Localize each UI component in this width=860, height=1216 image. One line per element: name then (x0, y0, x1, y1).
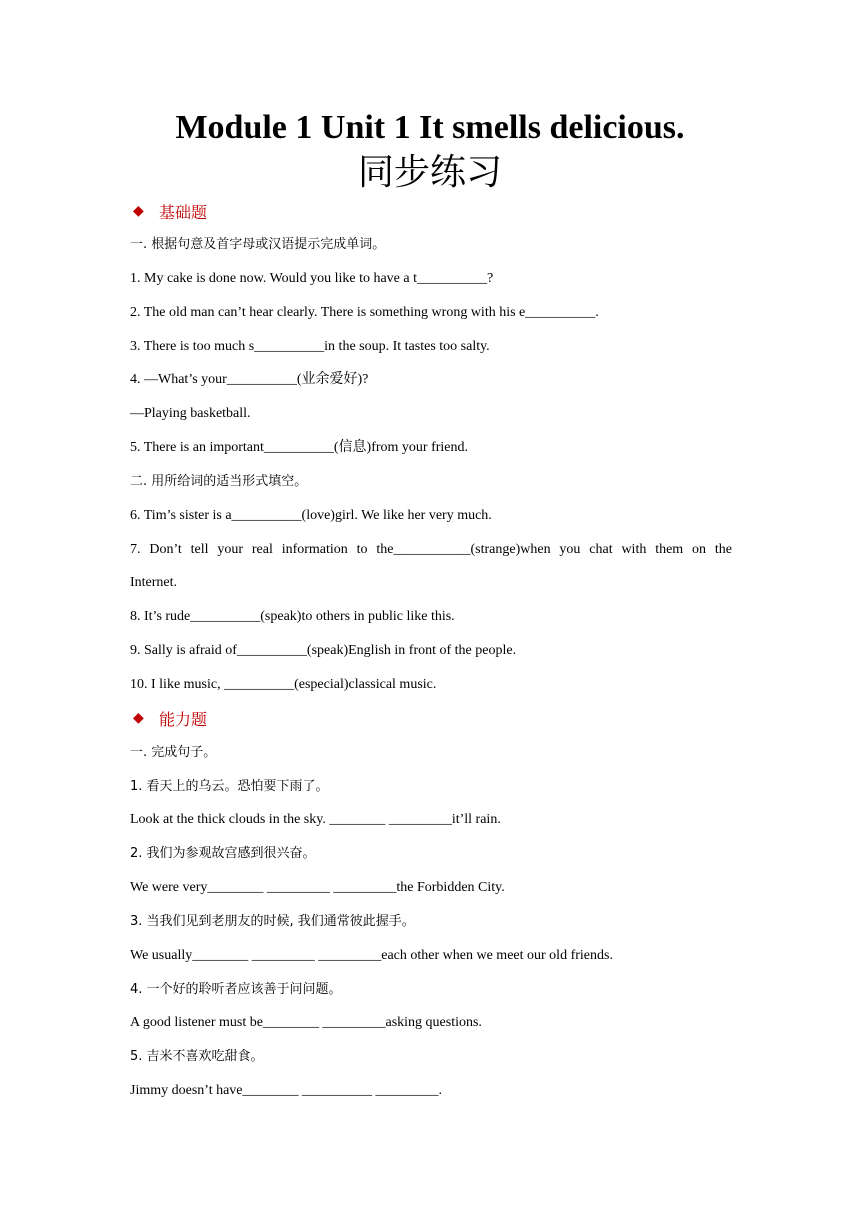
sentence-1-chinese: 1. 看天上的乌云。恐怕要下雨了。 (130, 779, 329, 794)
question-3: 3. There is too much s__________in the soup. It tastes too salty. (130, 339, 490, 354)
question-8: 8. It’s rude__________(speak)to others in public like this. (130, 609, 455, 624)
sentence-1-english: Look at the thick clouds in the sky. ________ _________it’ll rain. (130, 812, 501, 827)
part-one-instruction: 一. 根据句意及首字母或汉语提示完成单词。 (130, 237, 386, 252)
page-subtitle: 同步练习 (357, 152, 502, 193)
question-2: 2. The old man can’t hear clearly. There is something wrong with his e__________. (130, 305, 599, 320)
sentence-3-chinese: 3. 当我们见到老朋友的时候, 我们通常彼此握手。 (130, 914, 415, 929)
question-5: 5. There is an important__________(信息)from your friend. (130, 440, 469, 455)
part-two-instruction: 二. 用所给词的适当形式填空。 (130, 474, 308, 489)
section-basic-label: 基础题 (159, 202, 208, 222)
section-basic (133, 199, 207, 223)
question-4: 4. —What’s your__________(业余爱好)? (130, 372, 369, 387)
sentence-4-chinese: 4. 一个好的聆听者应该善于问问题。 (130, 982, 342, 997)
question-4-answer: —Playing basketball. (130, 406, 251, 421)
question-6: 6. Tim’s sister is a__________(love)girl. We like her very much. (130, 508, 492, 523)
question-7-continued: Internet. (130, 575, 178, 590)
section-ability-label: 能力题 (159, 709, 208, 729)
ability-part-one-instruction: 一. 完成句子。 (130, 745, 217, 760)
diamond-icon: ◆ (133, 203, 144, 219)
sentence-2-chinese: 2. 我们为参观故宫感到很兴奋。 (130, 846, 316, 861)
diamond-icon: ◆ (133, 710, 144, 726)
question-7: 7. Don’t tell your real information to the___________(strange)when you chat with them on the (130, 542, 732, 557)
section-ability (133, 706, 207, 730)
question-10: 10. I like music, __________(especial)classical music. (130, 677, 437, 692)
question-1: 1. My cake is done now. Would you like to have a t__________? (130, 271, 494, 286)
sentence-3-english: We usually________ _________ _________each other when we meet our old friends. (130, 948, 613, 963)
page-title: Module 1 Unit 1 It smells delicious. (175, 109, 685, 146)
sentence-5-english: Jimmy doesn’t have________ __________ _________. (130, 1083, 443, 1098)
sentence-5-chinese: 5. 吉米不喜欢吃甜食。 (130, 1049, 264, 1064)
sentence-2-english: We were very________ _________ _________the Forbidden City. (130, 880, 505, 895)
question-9: 9. Sally is afraid of__________(speak)English in front of the people. (130, 643, 517, 658)
sentence-4-english: A good listener must be________ _________asking questions. (130, 1015, 482, 1030)
